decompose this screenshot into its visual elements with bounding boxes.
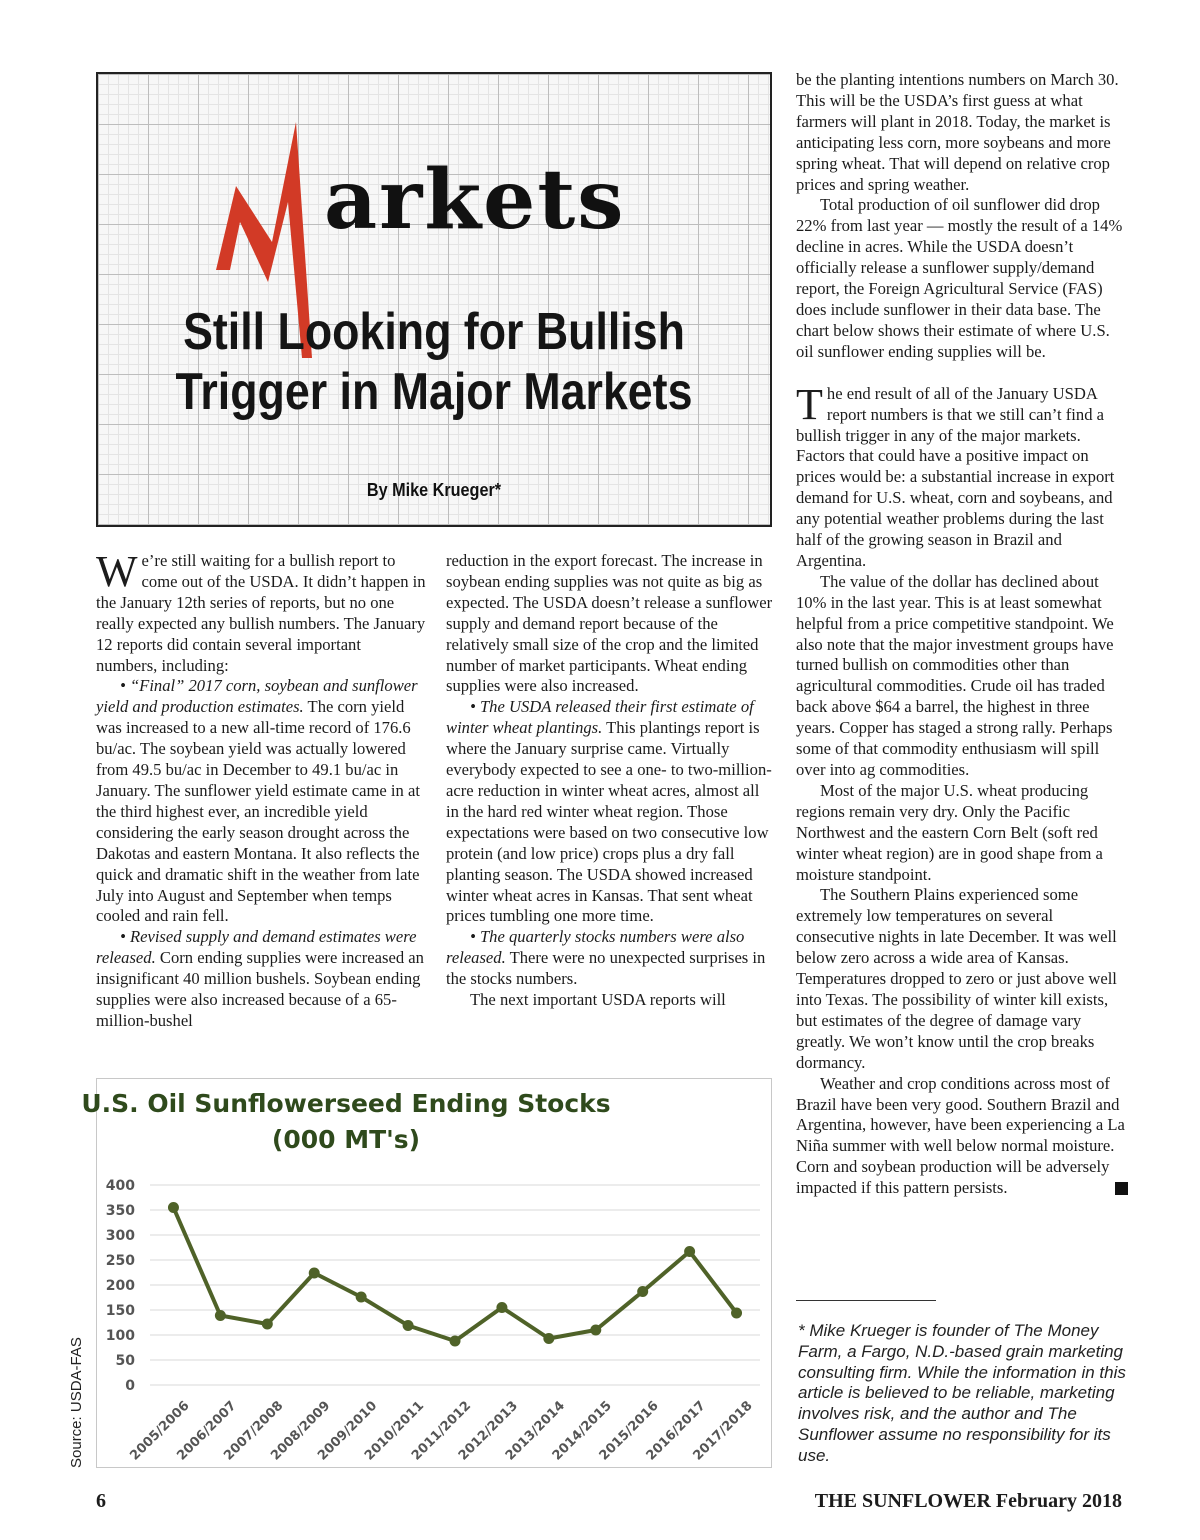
chart-title-line-1: U.S. Oil Sunflowerseed Ending Stocks [81,1089,611,1118]
article-headline [145,302,723,422]
paragraph: Most of the major U.S. wheat producing regions remain very dry. Only the Pacific Northwest and the eastern Corn Belt (soft red winter wheat region) are in good shape from a moisture standpoint. [796,780,1103,884]
paragraph-text: he end result of all of the January USDA report numbers is that we still can’t find a bullish trigger in any of the major markets. Factors that could have a positive impact on prices would be: a substantial increase in export demand for U.S. wheat, corn and soybeans, and any potential weather problems during the last half of the growing season in Brazil and Argentina. [796,383,1115,570]
y-tick-label: 50 [115,1353,135,1369]
end-mark-icon [1115,1182,1128,1195]
paragraph: be the planting intentions numbers on March 30. This will be the USDA’s first guess at what farmers will plant in 2018. Today, the market is anticipating less corn, more soybeans and more spring wheat. That will depend on relative crop prices and spring weather. [796,70,1119,194]
paragraph: reduction in the export forecast. The increase in soybean ending supplies was not quite as big as expected. The USDA doesn’t release a sunflower supply and demand report because of the relatively small size of the crop and the limited number of market participants. Wheat ending supplies were also increased. [446,551,773,696]
x-tick-label: 2009/2010 [315,1398,381,1464]
bullet-paragraph [96,676,426,927]
bullet-lead: • The quarterly stocks numbers were also released. [446,927,745,968]
bullet-paragraph [96,927,426,1032]
x-tick-label: 2012/2013 [455,1398,522,1464]
paragraph [796,379,1128,572]
headline-line-2: Trigger in Major Markets [175,363,693,421]
article-column-3 [796,70,1128,1199]
paragraph: The Southern Plains experienced some extremely low temperatures on several consecutive nights in late December. It was well below zero across a wide area of Kansas. Temperatures dropped to zero or just above well into Texas. The possibility of winter kill exists, but estimates of the degree of damage vary greatly. We won’t know until the crop breaks dormancy. [796,885,1117,1072]
y-tick-label: 350 [105,1203,135,1219]
x-tick-label: 2014/2015 [549,1398,615,1464]
article-column-1 [96,547,426,1032]
y-tick-label: 400 [105,1178,135,1194]
section-break [796,363,1128,384]
chart-title [0,1086,692,1158]
x-tick-label: 2016/2017 [643,1398,709,1464]
chart-source: Source: USDA-FAS [68,1337,85,1468]
section-title: arkets [324,152,626,248]
footnote-divider [796,1300,936,1301]
paragraph-text: Corn ending supplies were increased an insignificant 40 million bushels. Soybean ending supplies were also increased because of a 65-million-bushel [96,948,424,1030]
headline-line-1: Still Looking for Bullish [183,303,685,361]
x-tick-label: 2007/2008 [221,1398,287,1464]
publication-masthead: THE SUNFLOWER February 2018 [814,1490,1122,1512]
paragraph [796,1074,1128,1199]
paragraph-text: The corn yield was increased to a new all-time record of 176.6 bu/ac. The soybean yield was actually lowered from 49.5 bu/ac in December to 49.1 bu/ac in January. The sunflower yield estimate came in at the third highest ever, an incredible yield considering the early season drought across the Dakotas and eastern Montana. It also reflects the quick and dramatic shift in the weather from late July into August and September when temps cooled and rain fell. [96,697,420,926]
x-tick-label: 2006/2007 [174,1398,240,1464]
paragraph-text: e’re still waiting for a bullish report to come out of the USDA. It didn’t happen in the January 12th series of reports, but no one really expected any bullish numbers. The January 12 reports did contain several important numbers, including: [96,551,426,675]
bullet-lead: • The USDA released their first estimate of winter wheat plantings. [446,697,754,738]
x-tick-label: 2015/2016 [596,1398,662,1464]
x-tick-label: 2011/2012 [408,1398,475,1464]
y-tick-label: 0 [125,1378,135,1394]
byline: By Mike Krueger* [366,480,502,500]
paragraph: Total production of oil sunflower did drop 22% from last year — mostly the result of a 14% decline in acres. While the USDA doesn’t officially release a sunflower supply/demand report, the Foreign Agricultural Service (FAS) does include sunflower in their data base. The chart below shows their estimate of where U.S. oil sunflower ending supplies will be. [796,195,1123,361]
paragraph: The next important USDA reports will [470,990,726,1010]
x-tick-label: 2013/2014 [502,1398,568,1464]
x-tick-label: 2005/2006 [127,1398,193,1464]
y-tick-label: 250 [105,1253,135,1269]
paragraph-text: Weather and crop conditions across most of Brazil have been very good. Southern Brazil and Argentina, however, have been experiencing a La Niña summer with well below normal moisture. Corn and soybean production will be adversely impacted if this pattern persists. [796,1073,1125,1198]
bullet-lead: • “Final” 2017 corn, soybean and sunflower yield and production estimates. [96,676,418,717]
x-tick-label: 2010/2011 [362,1398,428,1464]
intro-paragraph [96,547,426,676]
page-number: 6 [96,1490,106,1512]
paragraph-text: This plantings report is where the January surprise came. Virtually everybody expected to see a one- to two-million-acre reduction in winter wheat acres, almost all in the hard red winter wheat region. Those expectations were based on two consecutive low protein (and low price) crops plus a dry fall planting season. The USDA showed increased winter wheat acres in Kansas. That sent wheat prices tumbling one more time. [446,718,772,926]
x-tick-label: 2008/2009 [268,1398,334,1464]
bullet-paragraph [446,927,776,990]
headline-banner [96,72,772,527]
chart-title-line-2: (000 MT's) [271,1125,421,1154]
author-footnote: * Mike Krueger is founder of The Money Farm, a Fargo, N.D.-based grain marketing consulting firm. While the information in this article is believed to be reliable, marketing involves risk, and the author and The Sunflower assume no responsibility for its use. [798,1321,1126,1465]
drop-cap: T [796,379,823,429]
paragraph-text: There were no unexpected surprises in the stocks numbers. [446,948,766,989]
y-tick-label: 150 [105,1303,135,1319]
y-tick-label: 300 [105,1228,135,1244]
y-tick-label: 100 [105,1328,135,1344]
bullet-lead: • Revised supply and demand estimates were released. [96,927,417,968]
drop-cap: W [96,547,138,596]
paragraph: The value of the dollar has declined about 10% in the last year. This is at least somewhat helpful from a price competitive standpoint. We also note that the major investment groups have turned bullish on commodities other than agricultural commodities. Crude oil has traded back above $64 a barrel, the highest in three years. Copper has staged a strong rally. Perhaps some of that commodity enthusiasm will spill over into ag commodities. [796,571,1114,779]
bullet-paragraph [446,697,776,927]
article-column-2 [446,551,776,1011]
y-tick-label: 200 [105,1278,135,1294]
x-tick-label: 2017/2018 [690,1398,756,1464]
